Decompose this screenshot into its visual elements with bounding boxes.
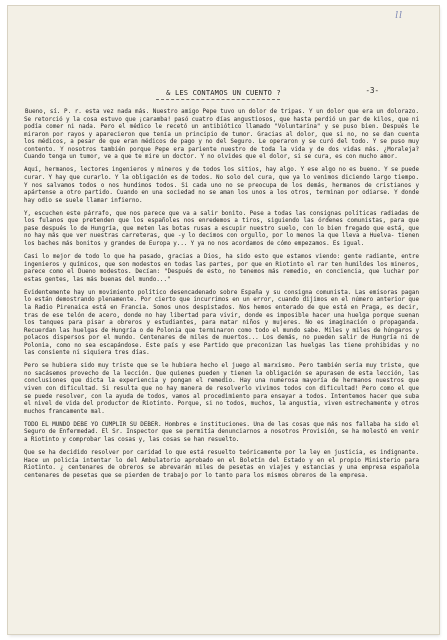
document-page: [8, 6, 439, 634]
handwritten-mark: ll: [395, 11, 403, 21]
paragraph-3: Y, escuchen este párrafo, que nos parece que va a salir bonito. Pese a todas las consignas políticas radiadas de los fulanos que pretenden que los españoles nos enredemos a tiros, siguiendo las órdenes comunistas, para que pase después lo de Hungría, que meten las botas rusas a escupir nuestro suelo, con lo bien fregado que está, que no hay más que ver nuestras carreteras, que -y lo decimos con orgullo, por lo menos la que lleva a Huelva- tienen los baches más bonitos y grandes de Europa y... Y ya no nos acordamos de cómo empezamos. Es igual.: [24, 210, 419, 247]
title-underline: [156, 99, 280, 100]
document-body: [24, 109, 419, 486]
paragraph-8: Que se ha decidido resolver por caridad lo que está resuelto teóricamente por la ley en justicia, es indignante. Hace un policía intentar lo del Ambulatorio aprobado en el Boletín del Estado y en el propio Ministerio para Riotinto. ¿ centenares de obreros se abrevarán miles de pesetas en viajes y estancias y una empresa española centenares de pesetas que se pierden de trabajo por lo tanto para los mismos obreros de la empresa.: [24, 450, 419, 479]
paragraph-5: Evidentemente hay un movimiento político desencadenado sobre España y su consigna comunista. Las emisoras pagan lo están demostrando plenamente. Por cierto que incurrimos en un error, cuando dijimos en el número anterior que la Radio Pirenaica está en Francia. Somos unos despistados. Nos hemos enterado de que está en Praga, es decir, tras de ese telón de acero, donde no hay libertad para vivir, donde es imposible hacer una huelga porque suenan los tanques para pisar a obreros y estudiantes, para matar niños y mujeres. No es imaginación o propaganda. Recuerdan las huelgas de Hungría o de Polonia que terminaron como todo el mundo sabe. Miles y miles de húngaros y polacos dispersos por el mundo. Centenares de miles de muertos... Los demás, no pueden salir de Hungría ni de Polonia, como no sea escapándose. Este país y ese Partido que preconizan las huelgas las tiene prohibidas y no las consiente ni siquiera tres días.: [24, 289, 419, 357]
paragraph-1: Bueno, sí. P. r. esta vez nada más. Nuestro amigo Pepe tuvo un dolor de tripas. Y un dolor que era un dolorazo. Se retorció y la cosa estuvo que ¡caramba! pasó cuatro días angustiosos, que hasta perdió un par de kilos, que ni podía comer ni nada. Pero el médico le recetó un antibiótico llamado "Voluntarina" y se puso bien. Después le miraron por rayos y aparecieron que tenía un principio de tumor. Gracias al dolor, que si no, no se dan cuenta los médicos, a pesar de que eran médicos de pago y no del Seguro. Le operaron y se curó del todo. Y se puso muy contento. Y nosotros también porque Pepe era pariente nuestro de toda la vida y de dos vidas más. ¿Moraleja? Cuando tenga un tumor, ve a que te mire un doctor. Y no olvides que el dolor, si se cura, es con mucho amor.: [24, 109, 419, 161]
paragraph-2: Aquí, hermanos, lectores ingenieros y mineros y de todos los sitios, hay algo. Y ese algo no es bueno. Y se puede curar. Y hay que curarlo. Y la obligación es de todos. No solo del cura, que ya lo venimos diciendo largo tiempo. Y nos salvamos todos o nos hundimos todos. Si cada uno no se preocupa de los demás, hermanos de cristianos y apártense a otro partido. Cuando en una sociedad no se aman los unos a los otros, terminan por odiarse. Y donde hay odio se suele llamar infierno.: [24, 167, 419, 204]
document-title: & LES CONTAMOS UN CUENTO ?: [166, 89, 281, 97]
page-number: -3-: [365, 86, 379, 95]
paragraph-4: Casi lo mejor de todo lo que ha pasado, gracias a Dios, ha sido esto que estamos viendo: gente radiante, entre ingenieros y químicos, que son modestos en todas las partes, por que en Riotinto el rar ten humildes los mineros, parece como el Dueno modestos. Decían: "Después de esto, no tenemos más remedio, en conciencia, que luchar por estas gentes, las más buenas del mundo...": [24, 254, 419, 283]
paragraph-7: TODO EL MUNDO DEBE YO CUMPLIR SU DEBER. Hombres e instituciones. Una de las cosas que más nos fallaba ha sido el Seguro de Enfermedad. El Sr. Inspector que se permitía denunciarnos a nosotros Provisión, se ha molestó en venir a Riotinto y comprobar las cosas y, las cosas se han resuelto.: [24, 421, 419, 443]
paragraph-6: Pero se hubiera sido muy triste que se le hubiera hecho el juego al marxismo. Pero también sería muy triste, que no sacásemos provecho de la lección. Que quienes pueden y tienen la obligación se apurasen de esta lección, las conclusiones que dicta la experiencia y pongan el remedio. Hay una numerosa mayoría de hermanos nuestros que viven con dificultad. Si resulta que no hay manera de resolverlo vivimos todos con dificultad! Pero como el que se puede resolver, con la ayuda de todos, vamos al procedimiento para ensayar a todos. Intentemos hacer que suba el nivel de vida del productor de Riotinto. Porque, si no todos, muchos, la angustia, viven estrechamente y otros muchos francamente mal.: [24, 363, 419, 415]
